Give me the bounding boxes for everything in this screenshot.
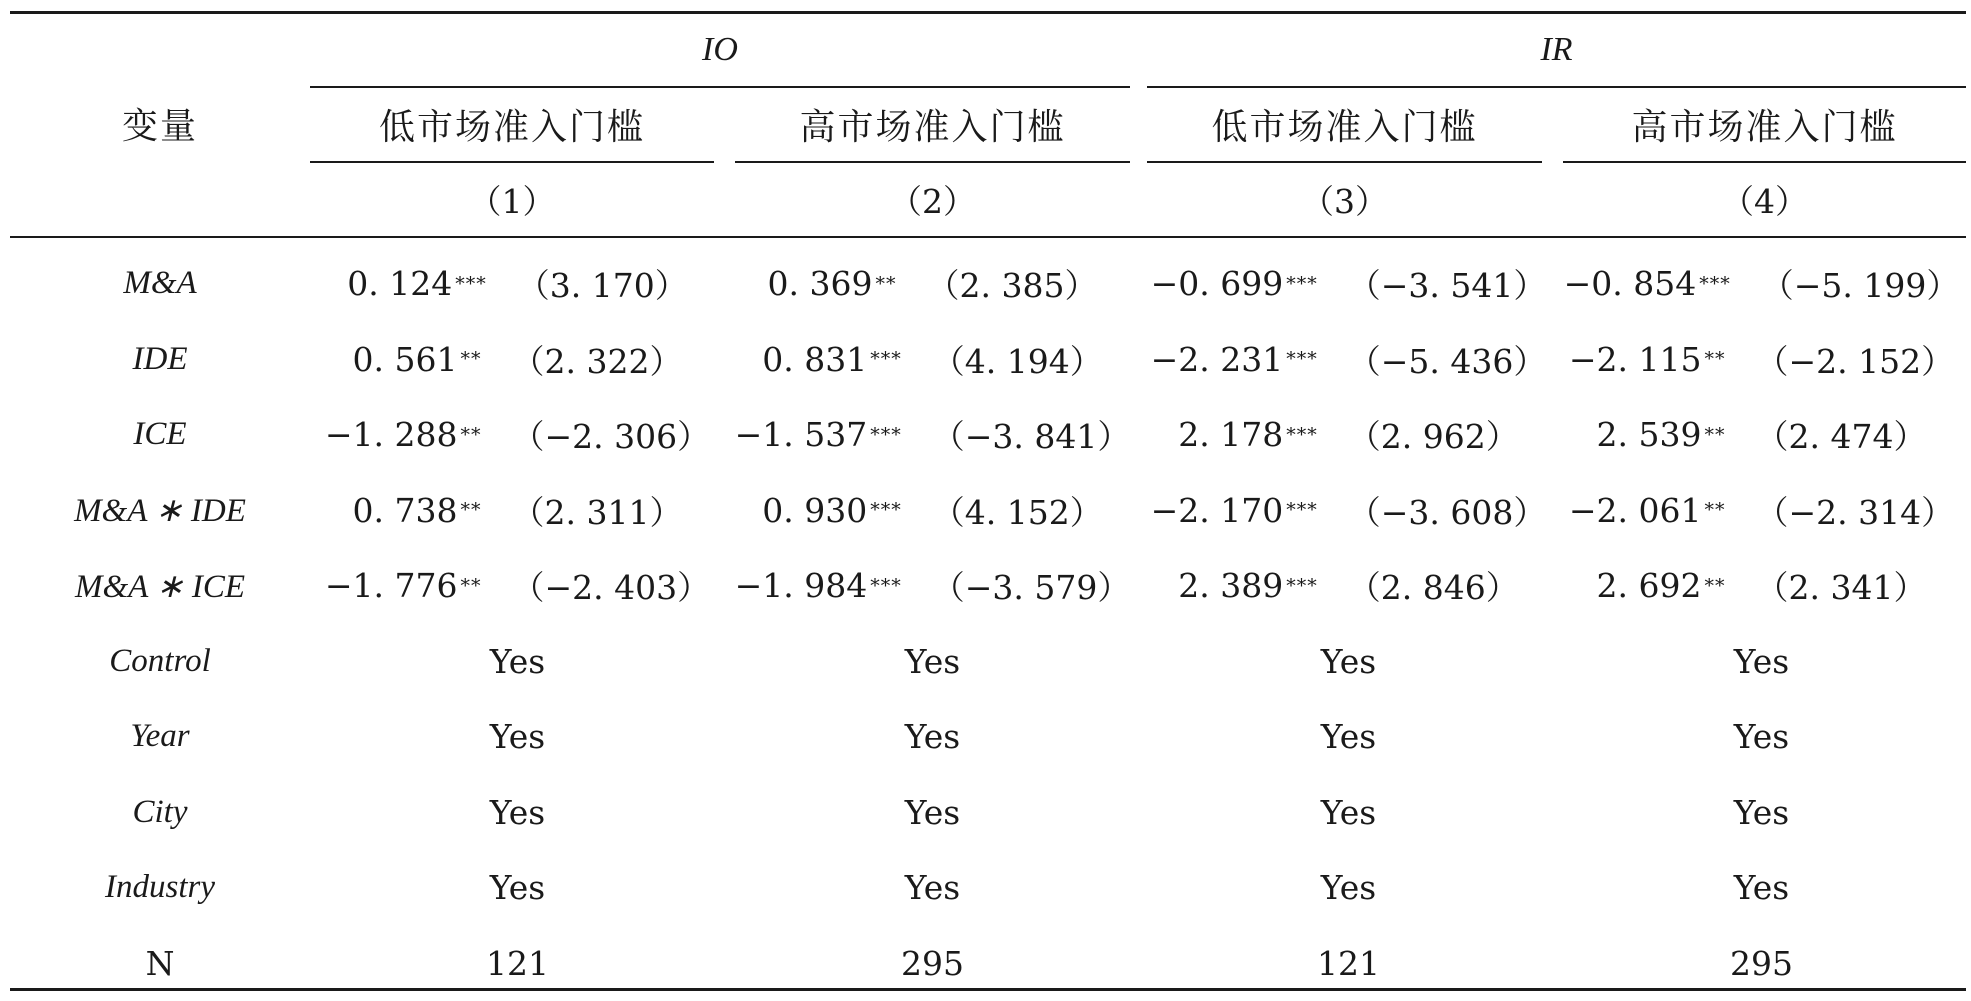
coefficient-value: −1. 984 (735, 566, 868, 605)
significance-stars: *** (870, 499, 902, 521)
threshold-header-3: 低市场准入门槛 (1147, 88, 1542, 161)
coefficient-cell (1140, 246, 1557, 322)
coefficient-value: 0. 369 (768, 264, 873, 303)
coefficient-value: −1. 288 (325, 415, 458, 454)
coefficient-value: −2. 170 (1151, 491, 1284, 530)
control-indicator: Yes (1557, 699, 1966, 775)
coefficient-value: −1. 776 (325, 566, 458, 605)
significance-stars: *** (1286, 499, 1318, 521)
threshold-header-1: 低市场准入门槛 (310, 88, 714, 161)
significance-stars: *** (870, 348, 902, 370)
coefficient-cell (310, 473, 725, 549)
significance-stars: ** (1705, 348, 1726, 370)
t-statistic: （2. 341） (1756, 562, 1927, 609)
coefficient-cell (1140, 397, 1557, 473)
coefficient-value: −1. 537 (735, 415, 868, 454)
header-bottom-rule (10, 236, 1966, 238)
control-variable-name: Year (60, 699, 260, 775)
significance-stars: ** (1705, 575, 1726, 597)
t-statistic: （−2. 152） (1756, 336, 1955, 383)
significance-stars: *** (1699, 273, 1731, 295)
control-indicator: Yes (1557, 850, 1966, 926)
control-variable-name: Control (60, 624, 260, 700)
coefficient-value: −2. 231 (1151, 340, 1284, 379)
coefficient-cell (725, 246, 1140, 322)
t-statistic: （2. 322） (512, 336, 683, 383)
control-indicator: Yes (310, 699, 725, 775)
t-statistic: （−3. 579） (932, 562, 1131, 609)
control-indicator: Yes (725, 624, 1140, 700)
coefficient-cell (1557, 397, 1966, 473)
variable-header: 变量 (60, 86, 260, 161)
coefficient-value: 0. 930 (762, 491, 867, 530)
t-statistic: （3. 170） (517, 260, 688, 307)
sample-size-value: 121 (1140, 926, 1557, 1001)
t-statistic: （2. 846） (1348, 562, 1519, 609)
group-header-io: IO (310, 14, 1130, 86)
coefficient-cell (310, 548, 725, 624)
t-statistic: （−3. 541） (1348, 260, 1547, 307)
control-indicator: Yes (310, 850, 725, 926)
coefficient-cell (310, 246, 725, 322)
control-indicator: Yes (310, 624, 725, 700)
coefficient-cell (1557, 322, 1966, 398)
coefficient-cell (310, 397, 725, 473)
t-statistic: （2. 474） (1756, 411, 1927, 458)
t-statistic: （4. 194） (932, 336, 1103, 383)
t-statistic: （−3. 608） (1348, 487, 1547, 534)
column-number-3: （3） (1147, 163, 1542, 236)
coefficient-value: 0. 561 (353, 340, 458, 379)
significance-stars: *** (1286, 348, 1318, 370)
control-indicator: Yes (1557, 775, 1966, 851)
significance-stars: ** (461, 424, 482, 446)
coefficient-cell (725, 548, 1140, 624)
significance-stars: *** (455, 273, 487, 295)
t-statistic: （4. 152） (932, 487, 1103, 534)
significance-stars: ** (1705, 499, 1726, 521)
t-statistic: （2. 311） (512, 487, 683, 534)
sample-size-value: 121 (310, 926, 725, 1001)
variable-name: IDE (60, 322, 260, 398)
control-variable-name: Industry (60, 850, 260, 926)
significance-stars: *** (870, 575, 902, 597)
variable-name: ICE (60, 397, 260, 473)
coefficient-cell (1557, 246, 1966, 322)
significance-stars: *** (1286, 273, 1318, 295)
coefficient-value: 0. 738 (353, 491, 458, 530)
t-statistic: （2. 385） (927, 260, 1098, 307)
variable-name: M&A ∗ IDE (60, 473, 260, 549)
t-statistic: （−2. 314） (1756, 487, 1955, 534)
coefficient-value: −0. 854 (1564, 264, 1697, 303)
control-indicator: Yes (1140, 699, 1557, 775)
coefficient-cell (725, 397, 1140, 473)
significance-stars: ** (1705, 424, 1726, 446)
column-number-4: （4） (1563, 163, 1966, 236)
threshold-header-2: 高市场准入门槛 (735, 88, 1130, 161)
coefficient-value: −2. 115 (1569, 340, 1702, 379)
coefficient-value: −0. 699 (1151, 264, 1284, 303)
control-indicator: Yes (1557, 624, 1966, 700)
significance-stars: ** (461, 348, 482, 370)
coefficient-cell (1140, 473, 1557, 549)
significance-stars: *** (1286, 424, 1318, 446)
t-statistic: （2. 962） (1348, 411, 1519, 458)
coefficient-value: 2. 539 (1597, 415, 1702, 454)
coefficient-value: −2. 061 (1569, 491, 1702, 530)
coefficient-cell (1557, 548, 1966, 624)
coefficient-value: 2. 178 (1178, 415, 1283, 454)
coefficient-value: 0. 831 (762, 340, 867, 379)
control-indicator: Yes (1140, 624, 1557, 700)
coefficient-value: 2. 389 (1178, 566, 1283, 605)
significance-stars: ** (461, 499, 482, 521)
column-number-1: （1） (310, 163, 714, 236)
control-indicator: Yes (1140, 850, 1557, 926)
sample-size-value: 295 (1557, 926, 1966, 1001)
coefficient-cell (1140, 322, 1557, 398)
significance-stars: *** (870, 424, 902, 446)
t-statistic: （−2. 403） (512, 562, 711, 609)
group-header-ir: IR (1147, 14, 1966, 86)
control-indicator: Yes (310, 775, 725, 851)
t-statistic: （−5. 436） (1348, 336, 1547, 383)
variable-name: M&A ∗ ICE (60, 548, 260, 624)
significance-stars: ** (461, 575, 482, 597)
threshold-header-4: 高市场准入门槛 (1563, 88, 1966, 161)
sample-size-value: 295 (725, 926, 1140, 1001)
sample-size-label: N (60, 926, 260, 1001)
coefficient-cell (1557, 473, 1966, 549)
control-variable-name: City (60, 775, 260, 851)
column-number-2: （2） (735, 163, 1130, 236)
coefficient-cell (725, 322, 1140, 398)
control-indicator: Yes (1140, 775, 1557, 851)
t-statistic: （−2. 306） (512, 411, 711, 458)
significance-stars: ** (876, 273, 897, 295)
t-statistic: （−3. 841） (932, 411, 1131, 458)
variable-name: M&A (60, 246, 260, 322)
coefficient-value: 2. 692 (1597, 566, 1702, 605)
control-indicator: Yes (725, 775, 1140, 851)
coefficient-cell (1140, 548, 1557, 624)
control-indicator: Yes (725, 850, 1140, 926)
significance-stars: *** (1286, 575, 1318, 597)
coefficient-value: 0. 124 (347, 264, 452, 303)
control-indicator: Yes (725, 699, 1140, 775)
t-statistic: （−5. 199） (1761, 260, 1960, 307)
coefficient-cell (725, 473, 1140, 549)
coefficient-cell (310, 322, 725, 398)
